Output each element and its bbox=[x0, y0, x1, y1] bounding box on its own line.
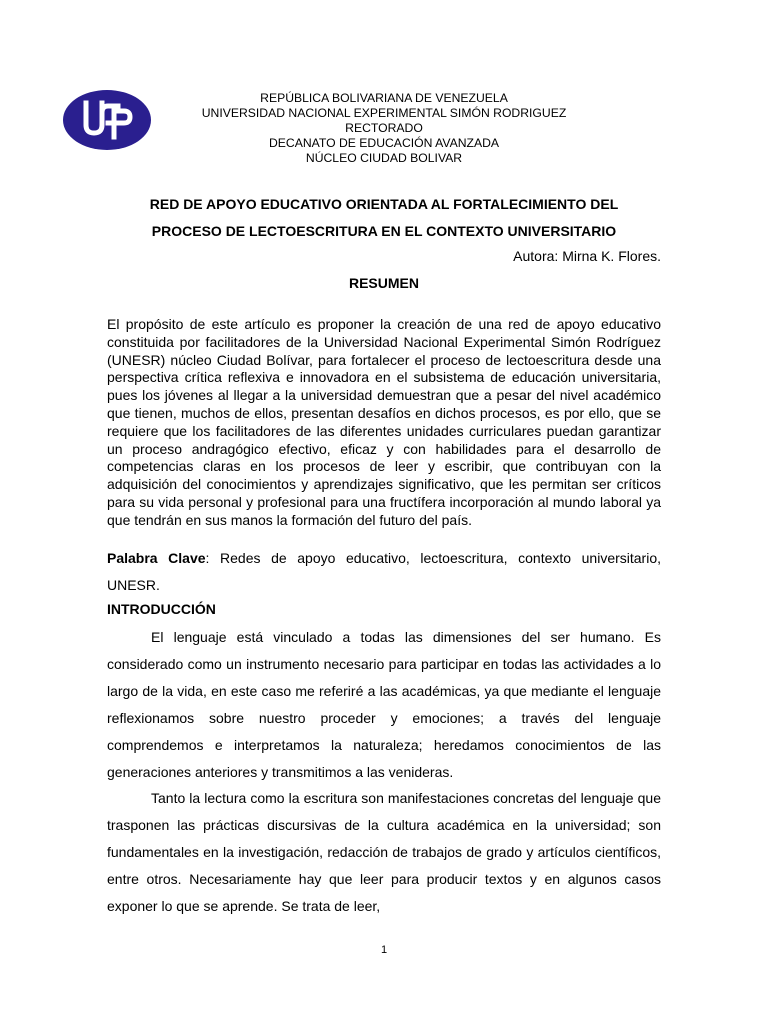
title-line-1: RED DE APOYO EDUCATIVO ORIENTADA AL FORTALECIMIENTO DEL bbox=[149, 196, 619, 212]
unesr-logo bbox=[62, 89, 152, 151]
page-number: 1 bbox=[380, 944, 388, 956]
intro-paragraph-2: Tanto la lectura como la escritura son manifestaciones concretas del lenguaje que trasponen las prácticas discursivas de la cultura académica en la universidad; son fundamentales en la investigación, redacción de trabajos de grado y artículos científicos, entre otros. Necesariamente hay que leer para producir textos y en algunos casos exponer lo que se aprende. Se trata de leer, bbox=[107, 790, 661, 914]
intro-paragraph-1: El lenguaje está vinculado a todas las dimensiones del ser humano. Es considerado como un instrumento necesario para participar en todas las actividades a lo largo de la vida, en este caso me referiré a las académicas, ya que mediante el lenguaje reflexionamos sobre nuestro proceder y emociones; a través del lenguaje comprendemos e interpretamos la naturaleza; heredamos conocimientos de las generaciones anteriores y transmitimos a las venideras. bbox=[107, 629, 661, 780]
article-title bbox=[107, 191, 661, 245]
abstract-text: El propósito de este artículo es proponer la creación de una red de apoyo educativo constituida por facilitadores de la Universidad Nacional Experimental Simón Rodríguez (UNESR) núcleo Ciudad Bolívar, para fortalecer el proceso de lectoescritura desde una perspectiva crítica reflexiva e innovadora en el subsistema de educación universitaria, pues los jóvenes al llegar a la universidad demuestran que a pesar del nivel académico que tienen, muchos de ellos, presentan desafíos en dichos procesos, es por ello, que se requiere que los facilitadores de las diferentes unidades curriculares puedan garantizar un proceso andragógico efectivo, eficaz y con habilidades para el desarrollo de competencias claras en los procesos de leer y escribir, que contribuyan con la adquisición del conocimientos y aprendizajes significativo, que les permitan ser críticos para su vida personal y profesional para una fructífera incorporación al mundo laboral ya que tendrán en sus manos la formación del futuro del país. bbox=[107, 316, 661, 528]
header-line-country: REPÚBLICA BOLIVARIANA DE VENEZUELA bbox=[260, 91, 508, 105]
header-line-university: UNIVERSIDAD NACIONAL EXPERIMENTAL SIMÓN RODRIGUEZ bbox=[201, 106, 567, 120]
header-line-rectorado: RECTORADO bbox=[345, 121, 423, 135]
header-line-nucleo: NÚCLEO CIUDAD BOLIVAR bbox=[305, 151, 463, 165]
introduccion-heading: INTRODUCCIÓN bbox=[107, 601, 216, 617]
keywords-paragraph bbox=[107, 545, 661, 599]
institution-header bbox=[150, 91, 618, 166]
keywords-text: : Redes de apoyo educativo, lectoescritura, contexto universitario, UNESR. bbox=[107, 550, 661, 593]
title-line-2: PROCESO DE LECTOESCRITURA EN EL CONTEXTO UNIVERSITARIO bbox=[151, 223, 617, 239]
keywords-label: Palabra Clave bbox=[107, 550, 206, 566]
header-line-decanato: DECANATO DE EDUCACIÓN AVANZADA bbox=[268, 136, 500, 150]
logo-oval bbox=[63, 90, 151, 150]
author-line: Autora: Mirna K. Flores. bbox=[513, 248, 661, 264]
resumen-heading: RESUMEN bbox=[348, 275, 419, 291]
